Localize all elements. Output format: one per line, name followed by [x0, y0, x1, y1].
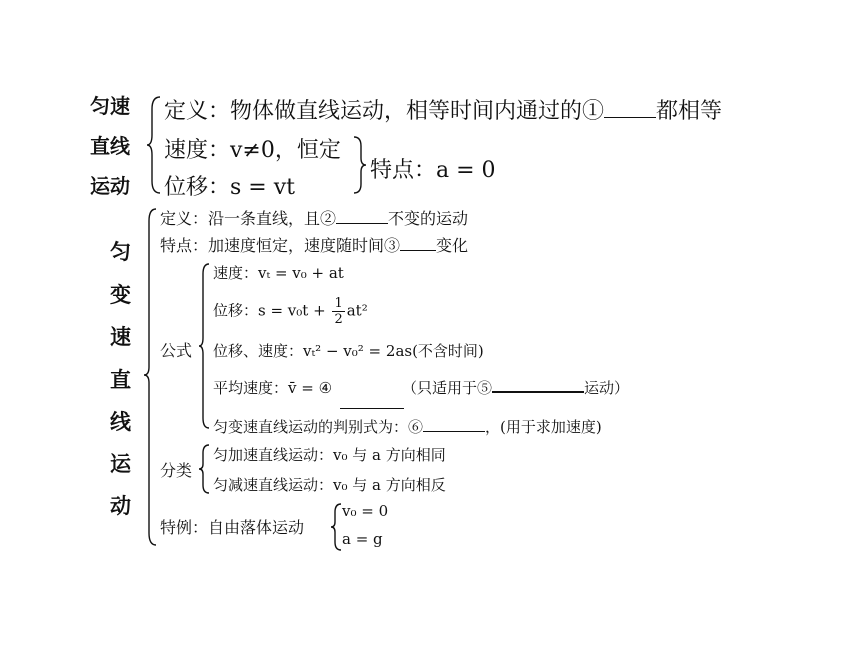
definition-text: 定义：物体做直线运动，相等时间内通过的① [164, 99, 605, 124]
formula-brace [198, 262, 210, 430]
title-char: 匀 [110, 240, 131, 264]
uniform-displacement: 位移：s = vt [164, 175, 295, 200]
fraction-numerator: 1 [334, 296, 343, 311]
formula-velocity: 速度：vₜ = v₀ + at [213, 264, 344, 282]
uniform-feature: 特点：a = 0 [370, 158, 496, 183]
top-left-brace [146, 95, 162, 195]
blank-5 [492, 390, 584, 393]
special-case-brace [330, 503, 342, 551]
special-case-label: 特例：自由落体运动 [160, 518, 305, 537]
blank-2 [336, 222, 388, 224]
average-velocity-note [402, 377, 629, 398]
blank-4 [340, 408, 404, 409]
formula-average-velocity [213, 377, 332, 398]
title-char: 运 [110, 452, 131, 476]
formula-displacement [213, 296, 368, 327]
feature-text: 特点：加速度恒定，速度随时间③ [160, 236, 401, 255]
displacement-suffix: at² [346, 301, 368, 320]
title-char: 直 [110, 368, 131, 392]
title-line: 运动 [90, 174, 130, 198]
definition-text: 定义：沿一条直线，且② [160, 209, 337, 228]
special-condition: a = g [342, 530, 383, 548]
title-char: 动 [110, 494, 131, 518]
classification-brace [198, 444, 210, 494]
formula-label: 公式 [160, 341, 193, 360]
definition-suffix: 不变的运动 [388, 209, 469, 228]
feature-suffix: 变化 [436, 236, 469, 255]
title-char: 变 [110, 283, 131, 307]
blank-1 [604, 116, 656, 118]
blank-6 [423, 430, 485, 432]
main-left-brace [143, 207, 157, 547]
uniform-velocity: 速度：v≠0，恒定 [164, 138, 341, 163]
definition-suffix: 都相等 [656, 99, 723, 124]
uniform-definition [164, 94, 722, 125]
accelerated-definition [160, 206, 468, 229]
displacement-text: 位移：s = v₀t + [213, 301, 326, 320]
classification-label: 分类 [160, 461, 193, 480]
classification-item: 匀加速直线运动：v₀ 与 a 方向相同 [213, 446, 446, 464]
classification-item: 匀减速直线运动：v₀ 与 a 方向相反 [213, 476, 446, 494]
accelerated-feature [160, 233, 468, 256]
note-text: （只适用于⑤ [402, 379, 493, 397]
blank-3 [400, 249, 436, 251]
discriminant-suffix: ，(用于求加速度) [485, 418, 602, 436]
discriminant-text: 匀变速直线运动的判别式为：⑥ [213, 418, 424, 436]
top-right-brace [353, 136, 367, 194]
title-line: 直线 [90, 134, 130, 158]
title-char: 线 [110, 410, 131, 434]
special-condition: v₀ = 0 [342, 502, 389, 520]
avg-velocity-text: 平均速度：v̄ = ④ [213, 379, 333, 397]
title-char: 速 [110, 325, 131, 349]
fraction [332, 296, 344, 327]
formula-displacement-velocity: 位移、速度：vₜ² − v₀² = 2as(不含时间) [213, 342, 484, 360]
note-suffix: 运动） [584, 379, 630, 397]
title-line: 匀速 [90, 94, 130, 118]
formula-discriminant [213, 416, 602, 437]
fraction-denominator: 2 [334, 312, 343, 327]
